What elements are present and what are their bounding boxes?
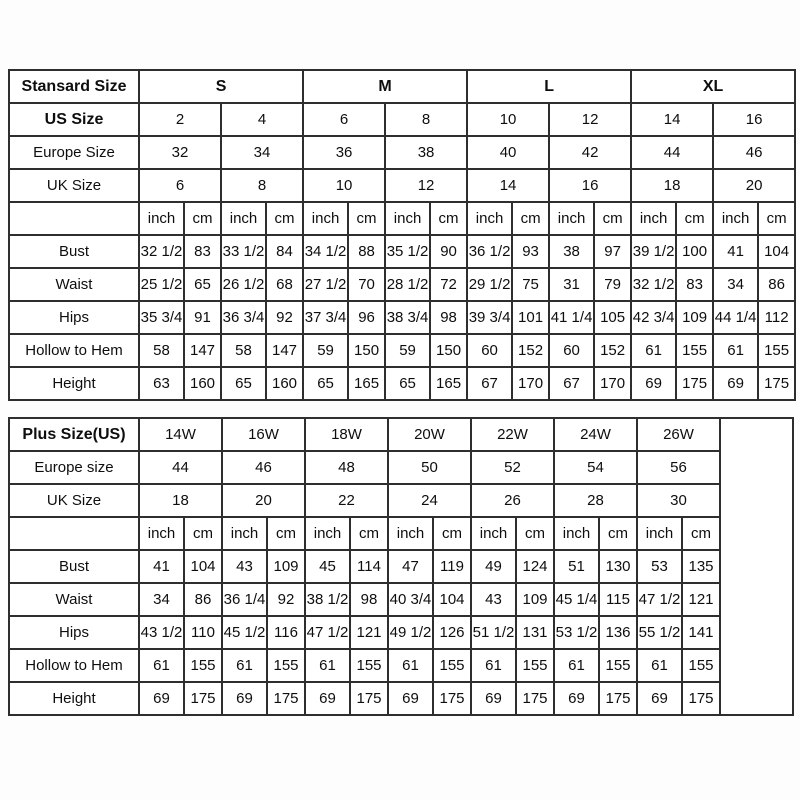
size-value: 54 xyxy=(554,451,637,484)
size-value: 28 xyxy=(554,484,637,517)
measure-value: 155 xyxy=(267,649,305,682)
table-row xyxy=(9,682,793,715)
measure-value: 101 xyxy=(512,301,549,334)
measure-value: 97 xyxy=(594,235,631,268)
measure-value: 61 xyxy=(305,649,350,682)
measure-value: 141 xyxy=(682,616,720,649)
measure-value: 96 xyxy=(348,301,385,334)
unit-header: cm xyxy=(267,517,305,550)
measure-value: 83 xyxy=(676,268,713,301)
size-value: 14 xyxy=(631,103,713,136)
measure-value: 69 xyxy=(222,682,267,715)
measure-value: 43 xyxy=(471,583,516,616)
measure-value: 27 1/2 xyxy=(303,268,348,301)
measure-value: 109 xyxy=(516,583,554,616)
size-value: 8 xyxy=(221,169,303,202)
size-value: 36 xyxy=(303,136,385,169)
measure-value: 119 xyxy=(433,550,471,583)
measure-value: 92 xyxy=(267,583,305,616)
measure-value: 135 xyxy=(682,550,720,583)
measure-value: 175 xyxy=(599,682,637,715)
measure-value: 39 1/2 xyxy=(631,235,676,268)
size-value: 12 xyxy=(549,103,631,136)
measure-value: 104 xyxy=(758,235,795,268)
row-label: Hollow to Hem xyxy=(9,649,139,682)
measure-value: 131 xyxy=(516,616,554,649)
measure-value: 34 xyxy=(713,268,758,301)
row-label: Height xyxy=(9,682,139,715)
measure-value: 147 xyxy=(184,334,221,367)
measure-value: 26 1/2 xyxy=(221,268,266,301)
empty-right-cell xyxy=(720,418,793,715)
measure-value: 55 1/2 xyxy=(637,616,682,649)
unit-header: cm xyxy=(682,517,720,550)
size-value: 42 xyxy=(549,136,631,169)
measure-value: 105 xyxy=(594,301,631,334)
measure-value: 69 xyxy=(139,682,184,715)
unit-header: inch xyxy=(713,202,758,235)
measure-value: 155 xyxy=(433,649,471,682)
measure-value: 90 xyxy=(430,235,467,268)
measure-value: 38 1/2 xyxy=(305,583,350,616)
size-group-header: 24W xyxy=(554,418,637,451)
unit-header: cm xyxy=(599,517,637,550)
measure-value: 51 1/2 xyxy=(471,616,516,649)
measure-value: 61 xyxy=(139,649,184,682)
measure-value: 47 xyxy=(388,550,433,583)
size-value: 50 xyxy=(388,451,471,484)
size-value: 12 xyxy=(385,169,467,202)
row-label: Height xyxy=(9,367,139,400)
unit-header: inch xyxy=(305,517,350,550)
measure-value: 155 xyxy=(350,649,388,682)
size-value: 44 xyxy=(139,451,222,484)
unit-header: cm xyxy=(516,517,554,550)
unit-header: inch xyxy=(467,202,512,235)
measure-value: 28 1/2 xyxy=(385,268,430,301)
measure-value: 51 xyxy=(554,550,599,583)
table-row xyxy=(9,418,793,451)
table-row xyxy=(9,334,795,367)
unit-header: cm xyxy=(433,517,471,550)
measure-value: 147 xyxy=(266,334,303,367)
size-value: 22 xyxy=(305,484,388,517)
measure-value: 170 xyxy=(512,367,549,400)
measure-value: 69 xyxy=(713,367,758,400)
measure-value: 36 1/4 xyxy=(222,583,267,616)
row-label: Waist xyxy=(9,268,139,301)
measure-value: 88 xyxy=(348,235,385,268)
size-value: 44 xyxy=(631,136,713,169)
unit-header: cm xyxy=(758,202,795,235)
unit-header: inch xyxy=(139,517,184,550)
size-value: 20 xyxy=(713,169,795,202)
size-value: 4 xyxy=(221,103,303,136)
size-value: 24 xyxy=(388,484,471,517)
measure-value: 53 1/2 xyxy=(554,616,599,649)
unit-header: inch xyxy=(637,517,682,550)
table-row xyxy=(9,484,793,517)
size-value: 52 xyxy=(471,451,554,484)
measure-value: 114 xyxy=(350,550,388,583)
row-label: Bust xyxy=(9,235,139,268)
measure-value: 121 xyxy=(682,583,720,616)
table-row xyxy=(9,169,795,202)
measure-value: 155 xyxy=(758,334,795,367)
table-row xyxy=(9,202,795,235)
row-label: Hollow to Hem xyxy=(9,334,139,367)
measure-value: 160 xyxy=(184,367,221,400)
corner-empty-cell xyxy=(9,202,139,235)
measure-value: 49 xyxy=(471,550,516,583)
measure-value: 60 xyxy=(467,334,512,367)
measure-value: 47 1/2 xyxy=(637,583,682,616)
measure-value: 91 xyxy=(184,301,221,334)
size-value: 40 xyxy=(467,136,549,169)
measure-value: 61 xyxy=(471,649,516,682)
size-group-header: M xyxy=(303,70,467,103)
measure-value: 84 xyxy=(266,235,303,268)
size-group-header: 14W xyxy=(139,418,222,451)
row-label: UK Size xyxy=(9,169,139,202)
measure-value: 130 xyxy=(599,550,637,583)
measure-value: 42 3/4 xyxy=(631,301,676,334)
measure-value: 100 xyxy=(676,235,713,268)
row-label: UK Size xyxy=(9,484,139,517)
measure-value: 35 3/4 xyxy=(139,301,184,334)
table-row xyxy=(9,451,793,484)
measure-value: 86 xyxy=(758,268,795,301)
measure-value: 61 xyxy=(554,649,599,682)
measure-value: 69 xyxy=(631,367,676,400)
measure-value: 98 xyxy=(430,301,467,334)
measure-value: 41 1/4 xyxy=(549,301,594,334)
size-value: 56 xyxy=(637,451,720,484)
measure-value: 43 xyxy=(222,550,267,583)
measure-value: 58 xyxy=(221,334,266,367)
measure-value: 175 xyxy=(350,682,388,715)
size-value: 18 xyxy=(139,484,222,517)
measure-value: 98 xyxy=(350,583,388,616)
measure-value: 41 xyxy=(139,550,184,583)
unit-header: cm xyxy=(594,202,631,235)
measure-value: 155 xyxy=(676,334,713,367)
measure-value: 116 xyxy=(267,616,305,649)
corner-empty-cell xyxy=(9,517,139,550)
unit-header: cm xyxy=(350,517,388,550)
size-value: 18 xyxy=(631,169,713,202)
measure-value: 110 xyxy=(184,616,222,649)
measure-value: 35 1/2 xyxy=(385,235,430,268)
row-label: Waist xyxy=(9,583,139,616)
measure-value: 29 1/2 xyxy=(467,268,512,301)
measure-value: 109 xyxy=(676,301,713,334)
measure-value: 79 xyxy=(594,268,631,301)
measure-value: 61 xyxy=(631,334,676,367)
measure-value: 126 xyxy=(433,616,471,649)
measure-value: 121 xyxy=(350,616,388,649)
size-value: 26 xyxy=(471,484,554,517)
measure-value: 65 xyxy=(303,367,348,400)
size-value: 30 xyxy=(637,484,720,517)
size-group-header: XL xyxy=(631,70,795,103)
unit-header: inch xyxy=(631,202,676,235)
size-value: 34 xyxy=(221,136,303,169)
measure-value: 38 xyxy=(549,235,594,268)
row-label: Europe size xyxy=(9,451,139,484)
size-value: 2 xyxy=(139,103,221,136)
unit-header: cm xyxy=(512,202,549,235)
measure-value: 69 xyxy=(637,682,682,715)
measure-value: 67 xyxy=(467,367,512,400)
measure-value: 47 1/2 xyxy=(305,616,350,649)
measure-value: 34 xyxy=(139,583,184,616)
unit-header: inch xyxy=(388,517,433,550)
measure-value: 83 xyxy=(184,235,221,268)
size-value: 20 xyxy=(222,484,305,517)
measure-value: 61 xyxy=(713,334,758,367)
measure-value: 175 xyxy=(682,682,720,715)
size-value: 16 xyxy=(549,169,631,202)
table-row xyxy=(9,70,795,103)
unit-header: inch xyxy=(549,202,594,235)
measure-value: 70 xyxy=(348,268,385,301)
measure-value: 69 xyxy=(471,682,516,715)
measure-value: 39 3/4 xyxy=(467,301,512,334)
measure-value: 61 xyxy=(222,649,267,682)
measure-value: 32 1/2 xyxy=(139,235,184,268)
measure-value: 49 1/2 xyxy=(388,616,433,649)
measure-value: 61 xyxy=(637,649,682,682)
measure-value: 38 3/4 xyxy=(385,301,430,334)
row-label: US Size xyxy=(9,103,139,136)
unit-header: cm xyxy=(266,202,303,235)
unit-header: inch xyxy=(139,202,184,235)
measure-value: 170 xyxy=(594,367,631,400)
table-row xyxy=(9,268,795,301)
measure-value: 25 1/2 xyxy=(139,268,184,301)
size-value: 46 xyxy=(222,451,305,484)
unit-header: inch xyxy=(222,517,267,550)
size-value: 48 xyxy=(305,451,388,484)
size-value: 38 xyxy=(385,136,467,169)
size-value: 32 xyxy=(139,136,221,169)
unit-header: cm xyxy=(676,202,713,235)
standard-table-title: Stansard Size xyxy=(9,70,139,103)
measure-value: 155 xyxy=(599,649,637,682)
size-group-header: 16W xyxy=(222,418,305,451)
measure-value: 60 xyxy=(549,334,594,367)
measure-value: 175 xyxy=(758,367,795,400)
measure-value: 155 xyxy=(682,649,720,682)
measure-value: 69 xyxy=(305,682,350,715)
table-row xyxy=(9,136,795,169)
size-group-header: L xyxy=(467,70,631,103)
measure-value: 160 xyxy=(266,367,303,400)
measure-value: 92 xyxy=(266,301,303,334)
table-row xyxy=(9,616,793,649)
measure-value: 63 xyxy=(139,367,184,400)
standard-size-table xyxy=(8,69,796,401)
measure-value: 45 1/2 xyxy=(222,616,267,649)
measure-value: 58 xyxy=(139,334,184,367)
measure-value: 33 1/2 xyxy=(221,235,266,268)
table-row xyxy=(9,517,793,550)
measure-value: 67 xyxy=(549,367,594,400)
measure-value: 72 xyxy=(430,268,467,301)
unit-header: cm xyxy=(430,202,467,235)
measure-value: 44 1/4 xyxy=(713,301,758,334)
size-value: 10 xyxy=(467,103,549,136)
unit-header: inch xyxy=(385,202,430,235)
measure-value: 152 xyxy=(594,334,631,367)
measure-value: 41 xyxy=(713,235,758,268)
measure-value: 36 1/2 xyxy=(467,235,512,268)
unit-header: inch xyxy=(303,202,348,235)
table-row xyxy=(9,235,795,268)
size-value: 16 xyxy=(713,103,795,136)
size-group-header: 26W xyxy=(637,418,720,451)
measure-value: 150 xyxy=(430,334,467,367)
measure-value: 36 3/4 xyxy=(221,301,266,334)
unit-header: inch xyxy=(554,517,599,550)
measure-value: 175 xyxy=(433,682,471,715)
measure-value: 37 3/4 xyxy=(303,301,348,334)
unit-header: inch xyxy=(471,517,516,550)
size-group-header: 20W xyxy=(388,418,471,451)
table-row xyxy=(9,649,793,682)
measure-value: 59 xyxy=(303,334,348,367)
unit-header: cm xyxy=(184,517,222,550)
measure-value: 65 xyxy=(385,367,430,400)
table-row xyxy=(9,367,795,400)
measure-value: 150 xyxy=(348,334,385,367)
measure-value: 175 xyxy=(676,367,713,400)
measure-value: 109 xyxy=(267,550,305,583)
measure-value: 75 xyxy=(512,268,549,301)
size-group-header: 18W xyxy=(305,418,388,451)
measure-value: 124 xyxy=(516,550,554,583)
measure-value: 65 xyxy=(184,268,221,301)
measure-value: 45 1/4 xyxy=(554,583,599,616)
measure-value: 32 1/2 xyxy=(631,268,676,301)
measure-value: 115 xyxy=(599,583,637,616)
measure-value: 43 1/2 xyxy=(139,616,184,649)
measure-value: 68 xyxy=(266,268,303,301)
row-label: Bust xyxy=(9,550,139,583)
measure-value: 65 xyxy=(221,367,266,400)
measure-value: 40 3/4 xyxy=(388,583,433,616)
measure-value: 152 xyxy=(512,334,549,367)
table-row xyxy=(9,103,795,136)
measure-value: 45 xyxy=(305,550,350,583)
measure-value: 61 xyxy=(388,649,433,682)
measure-value: 165 xyxy=(430,367,467,400)
size-group-header: S xyxy=(139,70,303,103)
plus-table-title: Plus Size(US) xyxy=(9,418,139,451)
measure-value: 104 xyxy=(184,550,222,583)
size-value: 10 xyxy=(303,169,385,202)
plus-size-table xyxy=(8,417,794,716)
measure-value: 31 xyxy=(549,268,594,301)
measure-value: 112 xyxy=(758,301,795,334)
measure-value: 104 xyxy=(433,583,471,616)
size-value: 46 xyxy=(713,136,795,169)
measure-value: 69 xyxy=(554,682,599,715)
measure-value: 155 xyxy=(516,649,554,682)
row-label: Europe Size xyxy=(9,136,139,169)
size-value: 14 xyxy=(467,169,549,202)
measure-value: 165 xyxy=(348,367,385,400)
measure-value: 69 xyxy=(388,682,433,715)
size-value: 6 xyxy=(139,169,221,202)
measure-value: 93 xyxy=(512,235,549,268)
measure-value: 175 xyxy=(184,682,222,715)
measure-value: 136 xyxy=(599,616,637,649)
size-value: 8 xyxy=(385,103,467,136)
measure-value: 175 xyxy=(267,682,305,715)
measure-value: 155 xyxy=(184,649,222,682)
unit-header: inch xyxy=(221,202,266,235)
row-label: Hips xyxy=(9,301,139,334)
unit-header: cm xyxy=(348,202,385,235)
measure-value: 175 xyxy=(516,682,554,715)
table-row xyxy=(9,550,793,583)
measure-value: 53 xyxy=(637,550,682,583)
measure-value: 34 1/2 xyxy=(303,235,348,268)
measure-value: 59 xyxy=(385,334,430,367)
measure-value: 86 xyxy=(184,583,222,616)
unit-header: cm xyxy=(184,202,221,235)
row-label: Hips xyxy=(9,616,139,649)
size-group-header: 22W xyxy=(471,418,554,451)
table-row xyxy=(9,583,793,616)
size-value: 6 xyxy=(303,103,385,136)
table-row xyxy=(9,301,795,334)
